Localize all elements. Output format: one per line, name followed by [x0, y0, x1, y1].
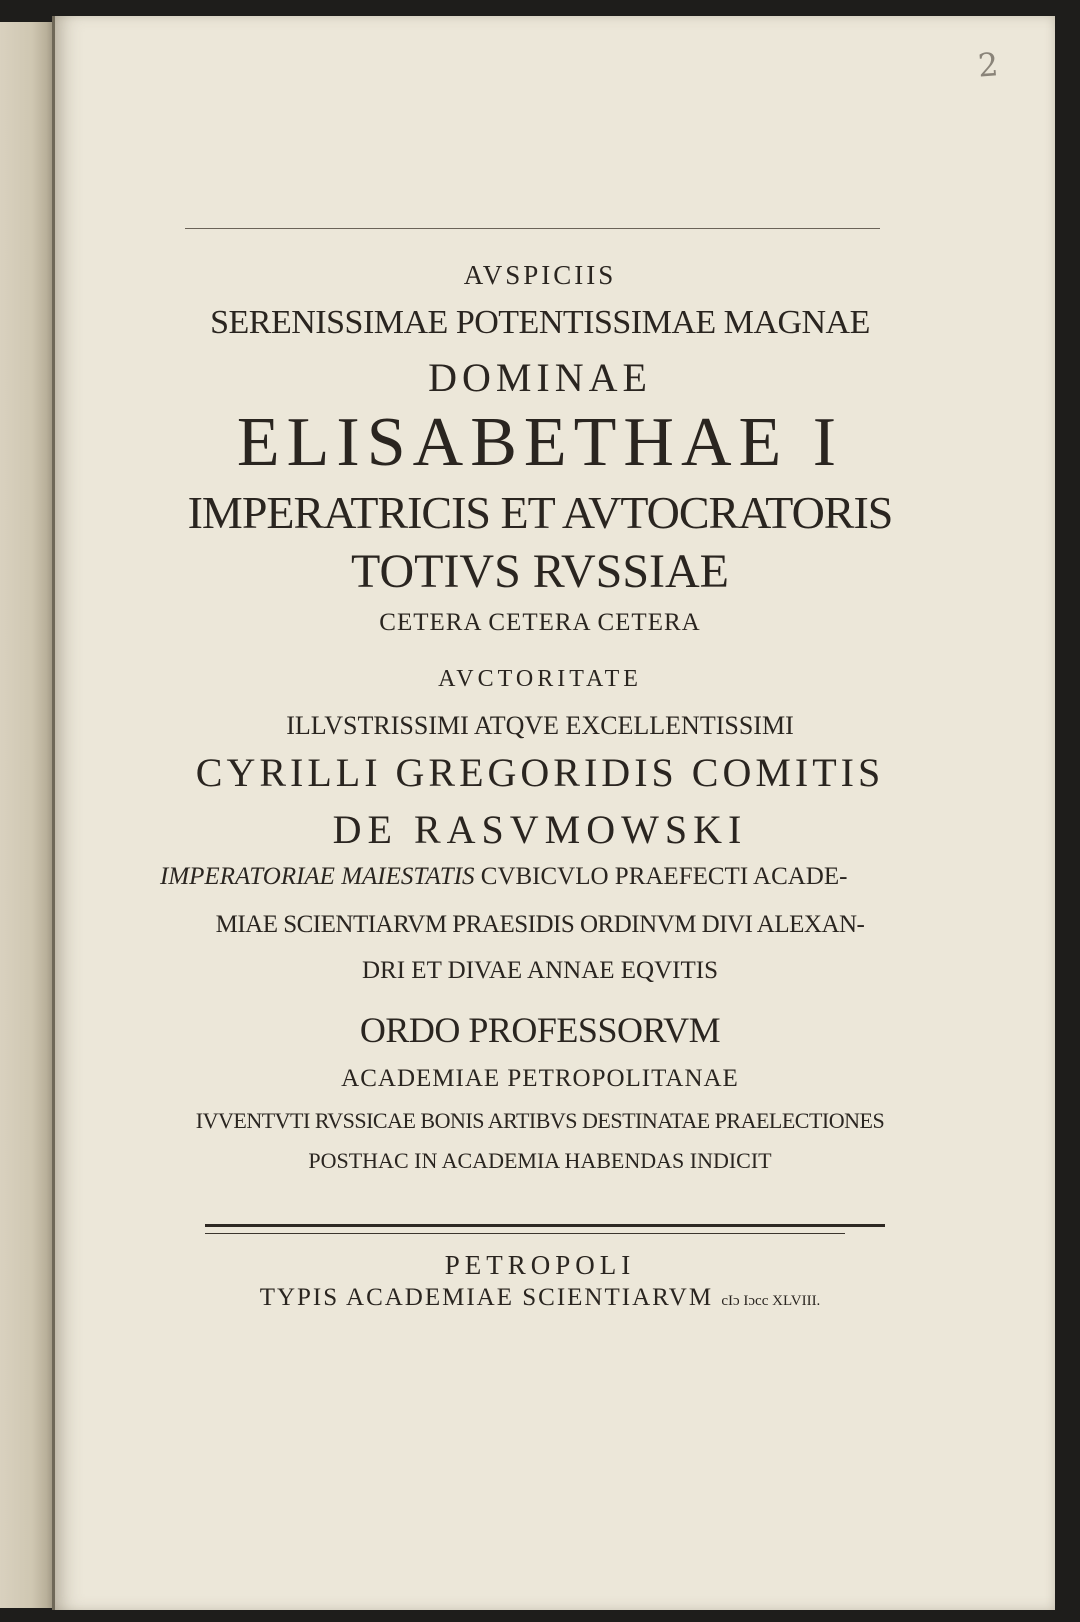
title-line-rasumowski: DE RASVMOWSKI [332, 807, 748, 852]
top-rule [185, 228, 880, 229]
title-line-elisabethae: ELISABETHAE I [236, 404, 844, 481]
book-gutter [0, 22, 58, 1608]
imprint-printer-line [150, 1285, 930, 1310]
title-line-imperatoriae [160, 864, 920, 889]
title-line-dominae: DOMINAE [428, 355, 652, 400]
title-line-auspiciis: AVSPICIIS [463, 260, 617, 290]
title-line-dri: DRI ET DIVAE ANNAE EQVITIS [362, 957, 718, 984]
title-line-imperatoriae-rest: CVBICVLO PRAEFECTI ACADE- [480, 863, 848, 890]
title-line-cyrilli: CYRILLI GREGORIDIS COMITIS [195, 750, 885, 795]
imprint-year: cIɔ Iɔcc XLVIII. [721, 1293, 821, 1309]
title-line-auctoritate: AVCTORITATE [438, 666, 642, 692]
folio-number: 2 [976, 45, 1000, 85]
title-line-miae: MIAE SCIENTIARVM PRAESIDIS ORDINVM DIVI ALEXAN- [215, 911, 865, 938]
title-line-iuventuti: IVVENTVTI RVSSICAE BONIS ARTIBVS DESTINATAE PRAELECTIONES [195, 1108, 885, 1133]
title-line-illustrissimi: ILLVSTRISSIMI ATQVE EXCELLENTISSIMI [286, 711, 794, 740]
title-line-academiae: ACADEMIAE PETROPOLITANAE [341, 1065, 739, 1092]
imprint-rule-thin [205, 1233, 845, 1234]
title-line-imperatoriae-italic: IMPERATORIAE MAIESTATIS [160, 863, 475, 890]
title-line-totius-russiae: TOTIVS RVSSIAE [351, 545, 729, 598]
title-line-ordo-professorum: ORDO PROFESSORVM [359, 1010, 721, 1050]
imprint-rule-thick [205, 1224, 885, 1227]
title-line-cetera: CETERA CETERA CETERA [379, 609, 701, 636]
imprint-printer: TYPIS ACADEMIAE SCIENTIARVM [259, 1284, 714, 1311]
title-line-serenissimae: SERENISSIMAE POTENTISSIMAE MAGNAE [210, 304, 870, 341]
title-line-imperatricis: IMPERATRICIS ET AVTOCRATORIS [187, 487, 893, 538]
title-line-posthac: POSTHAC IN ACADEMIA HABENDAS INDICIT [308, 1148, 772, 1173]
imprint-place: PETROPOLI [444, 1250, 636, 1280]
